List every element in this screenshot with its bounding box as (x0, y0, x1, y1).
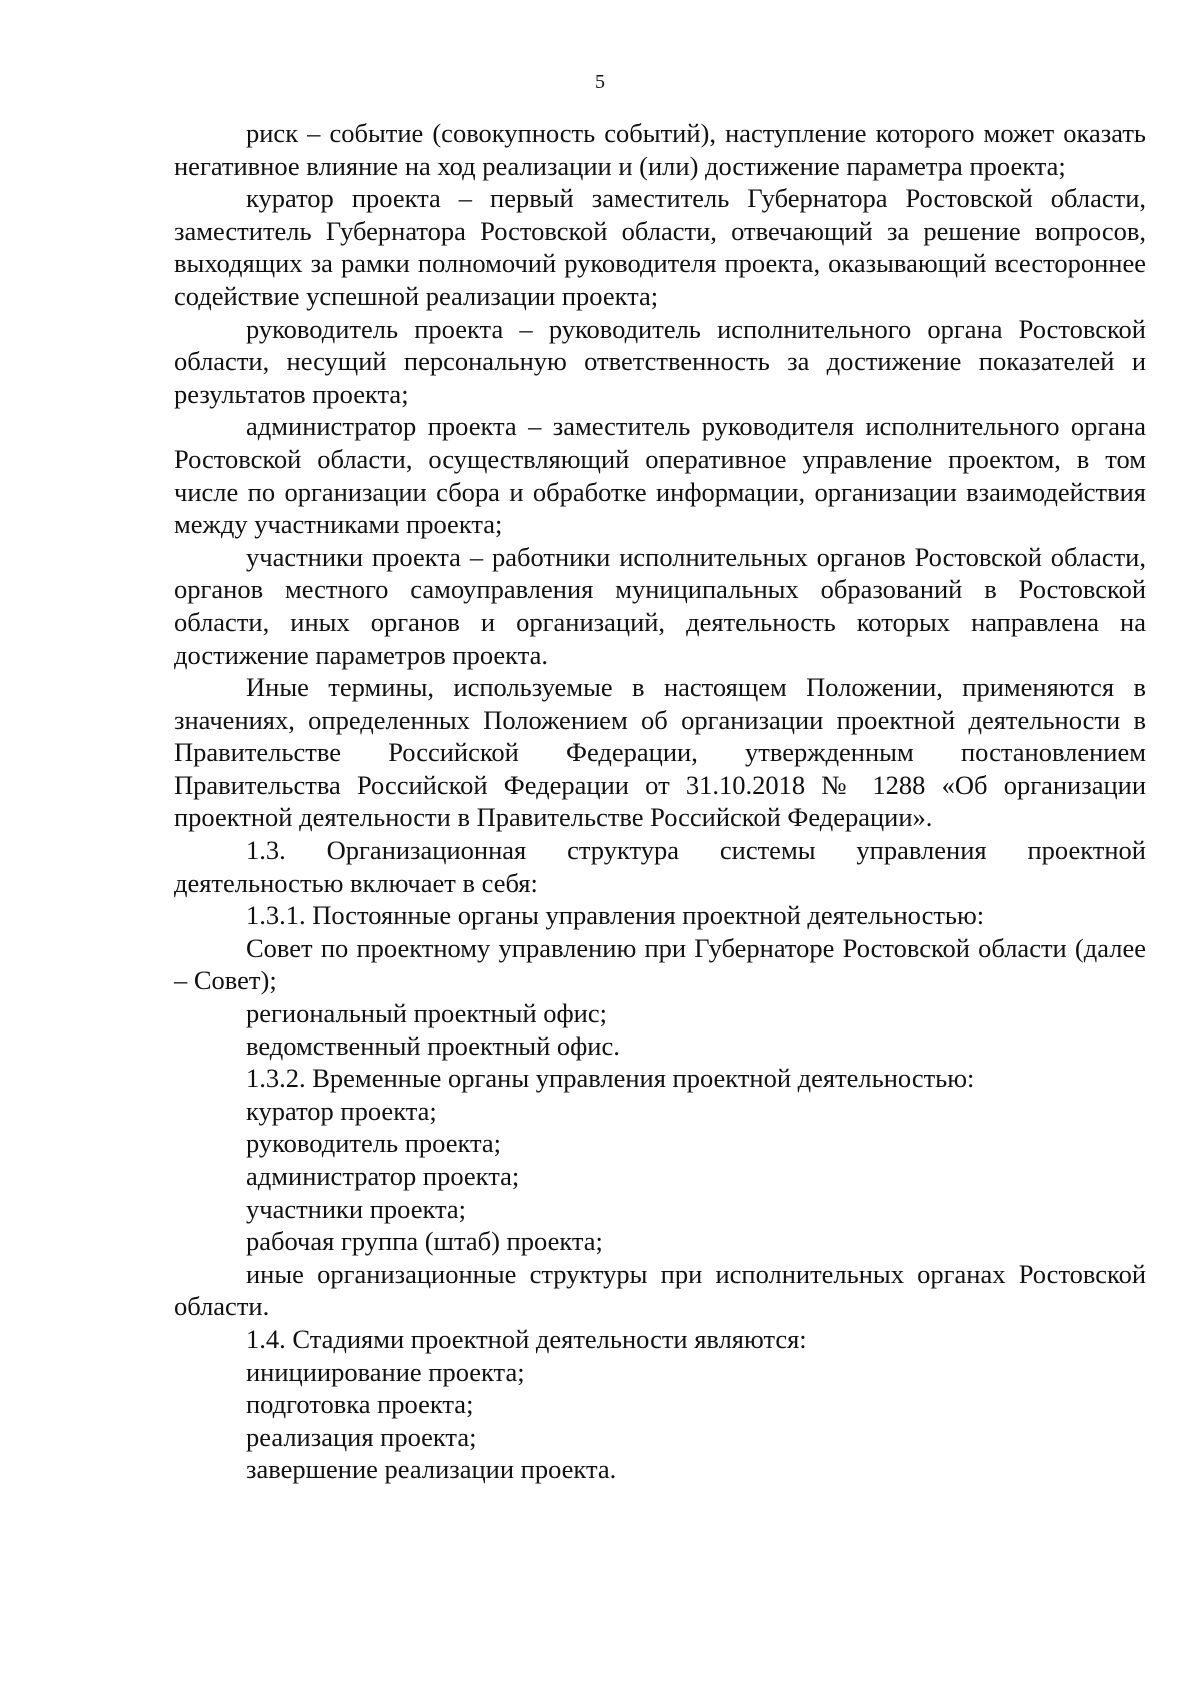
temporary-body-working-group: рабочая группа (штаб) проекта; (246, 1226, 603, 1257)
permanent-body-council: Совет по проектному управлению при Губернаторе Ростовской области (далее – Совет); (174, 932, 1146, 996)
stage-preparation: подготовка проекта; (246, 1389, 474, 1420)
definition-project-participants: участники проекта – работники исполнительных органов Ростовской области, органов местного самоуправления муниципальных образований в Ростовской области, иных органов и организаций, деятельность которых направлена на достижение параметров проекта. (174, 541, 1146, 670)
permanent-body-departmental-office: ведомственный проектный офис. (246, 1030, 620, 1061)
section-1-3-1: 1.3.1. Постоянные органы управления проектной деятельностью: (246, 900, 985, 931)
stage-completion: завершение реализации проекта. (246, 1454, 617, 1485)
temporary-body-administrator: администратор проекта; (246, 1161, 520, 1191)
document-body (174, 117, 1146, 1486)
definition-project-curator: куратор проекта – первый заместитель Губернатора Ростовской области, заместитель Губернатора Ростовской области, отвечающий за решение вопросов, выходящих за рамки полномочий руководителя проекта, оказывающий всестороннее содействие успешной реализации проекта; (174, 183, 1146, 311)
page-number: 5 (595, 71, 605, 93)
definition-risk: риск – событие (совокупность событий), наступление которого может оказать негативное влияние на ход реализации и (или) достижение параметра проекта; (174, 118, 1146, 181)
temporary-body-head: руководитель проекта; (246, 1128, 502, 1159)
section-1-4: 1.4. Стадиями проектной деятельности являются: (246, 1323, 807, 1354)
temporary-body-participants: участники проекта; (246, 1193, 467, 1224)
other-terms-paragraph: Иные термины, используемые в настоящем Положении, применяются в значениях, определенных Положением об организации проектной деятельности в Правительстве Российской Федерации, утвержденным постановлением Правительства Российской Федерации от 31.10.2018 № 1288 «Об организации проектной деятельности в Правительстве Российской Федерации». (174, 672, 1146, 833)
stage-initiation: инициирование проекта; (246, 1356, 525, 1387)
stage-implementation: реализация проекта; (246, 1421, 477, 1452)
permanent-body-regional-office: региональный проектный офис; (246, 998, 607, 1029)
temporary-body-other-structures: иные организационные структуры при исполнительных органах Ростовской области. (174, 1258, 1146, 1322)
temporary-body-curator: куратор проекта; (246, 1095, 437, 1126)
section-1-3-2: 1.3.2. Временные органы управления проектной деятельностью: (246, 1063, 975, 1094)
definition-project-head: руководитель проекта – руководитель исполнительного органа Ростовской области, несущий персональную ответственность за достижение показателей и результатов проекта; (174, 313, 1146, 409)
section-1-3: 1.3. Организационная структура системы управления проектной деятельностью включает в себя: (174, 835, 1146, 898)
definition-project-administrator: администратор проекта – заместитель руководителя исполнительного органа Ростовской области, осуществляющий оперативное управление проектом, в том числе по организации сбора и обработке информации, организации взаимодействия между участниками проекта; (174, 411, 1146, 540)
